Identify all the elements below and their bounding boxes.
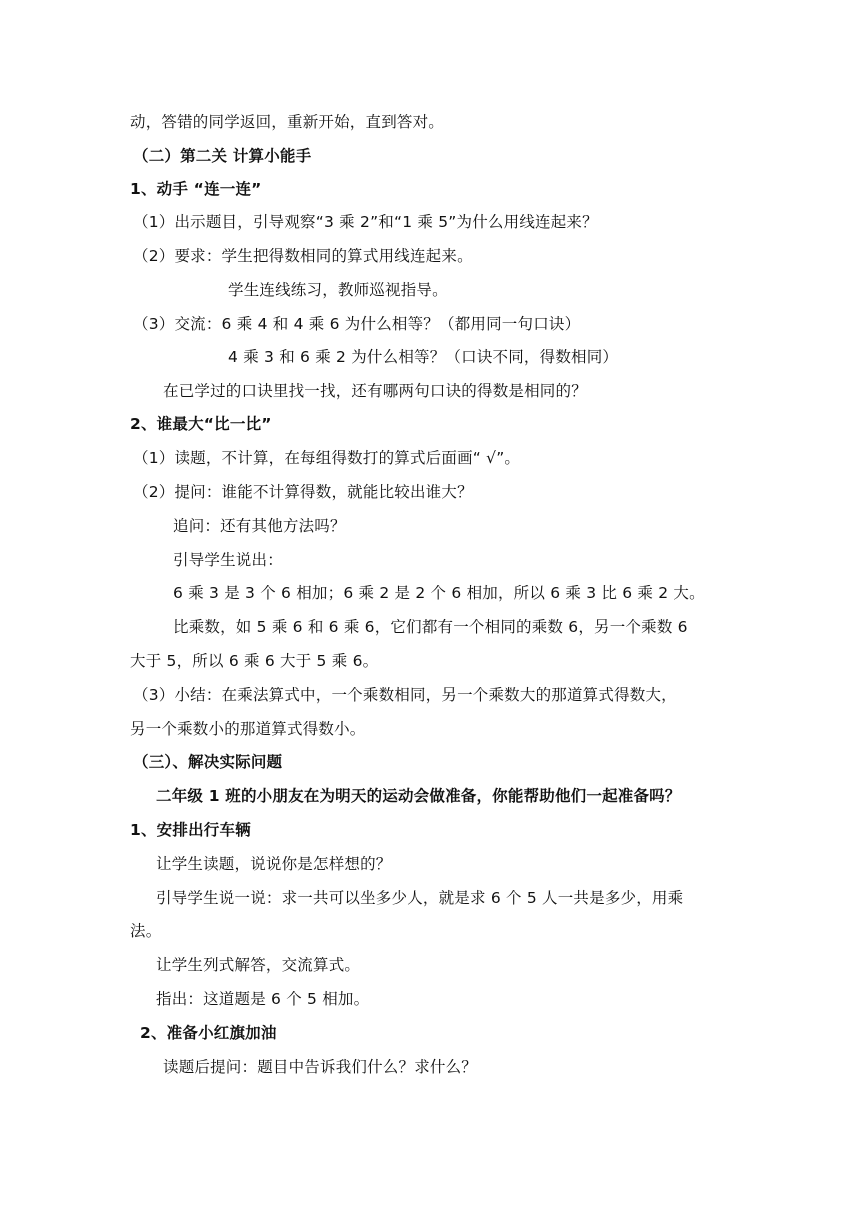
text-line: 学生连线练习，教师巡视指导。 [228,281,448,299]
section-heading: （二）第二关 计算小能手 [133,147,312,165]
text-line: 引导学生说一说：求一共可以坐多少人，就是求 6 个 5 人一共是多少，用乘 [156,889,684,907]
text-line: 指出：这道题是 6 个 5 相加。 [156,990,370,1008]
text-line: 读题后提问：题目中告诉我们什么？求什么？ [163,1058,478,1076]
text-line: 大于 5，所以 6 乘 6 大于 5 乘 6。 [130,652,379,670]
text-line: （3）交流：6 乘 4 和 4 乘 6 为什么相等？（都用同一句口诀） [133,315,581,333]
text-line: 比乘数，如 5 乘 6 和 6 乘 6，它们都有一个相同的乘数 6，另一个乘数 6 [173,618,688,636]
text-line: 引导学生说出： [173,551,283,569]
text-line: 6 乘 3 是 3 个 6 相加；6 乘 2 是 2 个 6 相加，所以 6 乘 3 比 6 乘 2 大。 [173,584,705,602]
text-line: 让学生列式解答，交流算式。 [156,956,361,974]
text-line: 4 乘 3 和 6 乘 2 为什么相等？（口诀不同，得数相同） [228,348,619,366]
text-line: （2）提问：谁能不计算得数，就能比较出谁大？ [133,483,473,501]
text-line: 让学生读题，说说你是怎样想的？ [156,855,392,873]
text-line: 在已学过的口诀里找一找，还有哪两句口诀的得数是相同的？ [163,382,587,400]
text-line: （1）读题，不计算，在每组得数打的算式后面画“ √”。 [133,449,521,467]
section-heading: （三）、解决实际问题 [133,753,283,771]
subsection-heading: 2、谁最大“比一比” [130,415,272,433]
text-line: （1）出示题目，引导观察“3 乘 2”和“1 乘 5”为什么用线连起来？ [133,213,598,231]
subsection-heading: 1、安排出行车辆 [130,821,251,839]
text-line: 法。 [130,922,162,940]
text-line-bold: 二年级 1 班的小朋友在为明天的运动会做准备，你能帮助他们一起准备吗？ [156,787,681,805]
subsection-heading: 2、准备小红旗加油 [140,1024,277,1042]
text-line: 追问：还有其他方法吗？ [173,517,346,535]
text-line: 动，答错的同学返回，重新开始，直到答对。 [130,113,445,131]
subsection-heading: 1、动手 “连一连” [130,180,262,198]
text-line: （2）要求：学生把得数相同的算式用线连起来。 [133,247,473,265]
text-line: （3）小结：在乘法算式中，一个乘数相同，另一个乘数大的那道算式得数大， [133,686,677,704]
text-line: 另一个乘数小的那道算式得数小。 [130,720,366,738]
